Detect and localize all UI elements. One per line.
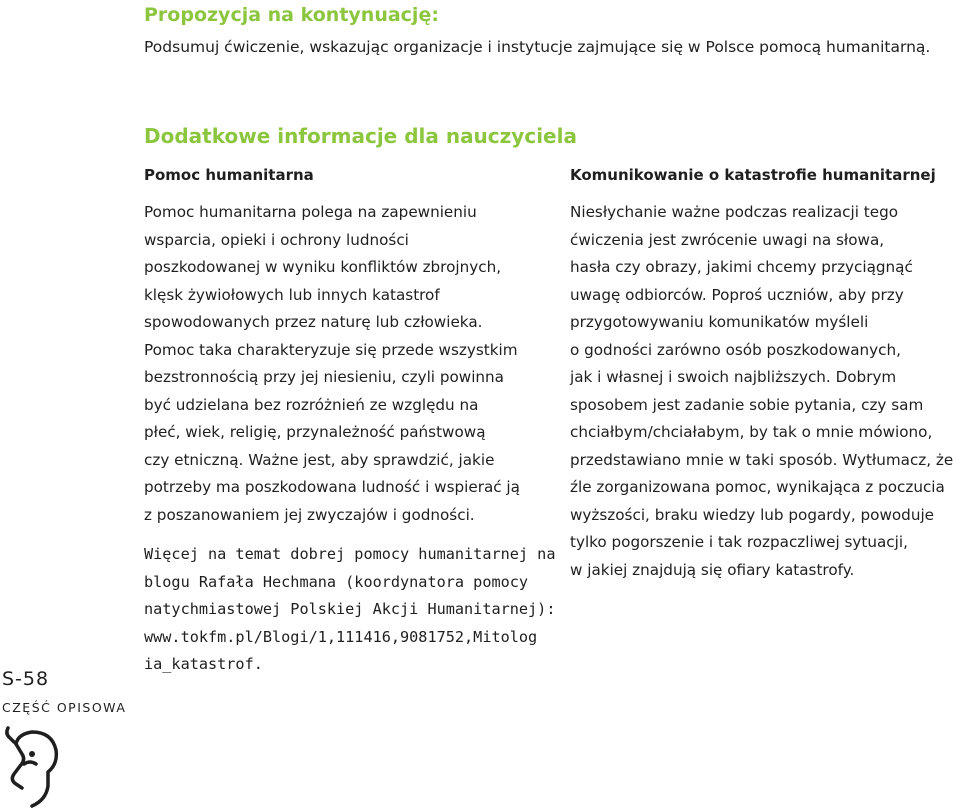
proposal-title: Propozycja na kontynuację: bbox=[144, 4, 439, 26]
paragraph-line: blogu Rafała Hechmana (koordynatora pomocy bbox=[144, 572, 529, 591]
paragraph-line: ćwiczenia jest zwrócenie uwagi na słowa, bbox=[570, 230, 885, 249]
paragraph-line: przygotowywaniu komunikatów myśleli bbox=[570, 313, 869, 331]
paragraph-line: poszkodowanej w wyniku konfliktów zbrojnych, bbox=[144, 258, 502, 276]
blog-link-line: www.tokfm.pl/Blogi/1,111416,9081752,Mitolog bbox=[144, 627, 538, 646]
paragraph-line: bezstronnością przy jej niesieniu, czyli powinna bbox=[144, 368, 504, 386]
paragraph-line: Pomoc taka charakteryzuje się przede wszystkim bbox=[144, 340, 518, 359]
paragraph-line: wyższości, braku wiedzy lub pogardy, powoduje bbox=[570, 505, 935, 524]
right-column-heading: Komunikowanie o katastrofie humanitarnej bbox=[570, 166, 936, 184]
paragraph-line: jak i własnej i swoich najbliższych. Dobrym bbox=[570, 368, 897, 386]
right-column-body bbox=[570, 199, 959, 584]
paragraph-line: uwagę odbiorców. Poproś uczniów, aby przy bbox=[570, 285, 904, 304]
paragraph-line: Niesłychanie ważne podczas realizacji tego bbox=[570, 203, 899, 221]
more-info-paragraph bbox=[144, 541, 554, 679]
paragraph-line: w jakiej znajdują się ofiary katastrofy. bbox=[570, 560, 855, 579]
blog-link-line: ia_katastrof. bbox=[144, 655, 263, 673]
paragraph-line: źle zorganizowana pomoc, wynikająca z poczucia bbox=[570, 478, 945, 496]
left-column-heading: Pomoc humanitarna bbox=[144, 166, 314, 184]
paragraph-line: natychmiastowej Polskiej Akcji Humanitarnej): bbox=[144, 600, 556, 618]
page-number: S-58 bbox=[2, 668, 50, 690]
paragraph-line: potrzeby ma poszkodowana ludność i wspierać ją bbox=[144, 478, 520, 496]
paragraph-line: przedstawiano mnie w taki sposób. Wytłumacz, że bbox=[570, 450, 954, 469]
paragraph-line: chciałbym/chciałabym, by tak o mnie mówiono, bbox=[570, 423, 933, 441]
head-profile-icon bbox=[2, 724, 62, 810]
paragraph-line: płeć, wiek, religię, przynależność państwową bbox=[144, 423, 486, 441]
paragraph-line: Pomoc humanitarna polega na zapewnieniu bbox=[144, 203, 477, 221]
teacher-info-title: Dodatkowe informacje dla nauczyciela bbox=[144, 124, 577, 148]
paragraph-line: wsparcia, opieki i ochrony ludności bbox=[144, 230, 409, 249]
paragraph-line: czy etniczną. Ważne jest, aby sprawdzić, jakie bbox=[144, 450, 495, 469]
paragraph-line: Więcej na temat dobrej pomocy humanitarnej na bbox=[144, 545, 556, 563]
left-column-body bbox=[144, 199, 554, 529]
paragraph-line: hasła czy obrazy, jakimi chcemy przyciągnąć bbox=[570, 258, 913, 276]
paragraph-line: klęsk żywiołowych lub innych katastrof bbox=[144, 285, 440, 304]
paragraph-line: sposobem jest zadanie sobie pytania, czy sam bbox=[570, 395, 924, 414]
paragraph-line: być udzielana bez rozróżnień ze względu na bbox=[144, 395, 479, 414]
section-label: CZĘŚĆ OPISOWA bbox=[2, 700, 127, 715]
paragraph-line: spowodowanych przez naturę lub człowieka. bbox=[144, 313, 483, 331]
paragraph-line: tylko pogorszenie i tak rozpaczliwej sytuacji, bbox=[570, 533, 908, 551]
paragraph-line: z poszanowaniem jej zwyczajów i godności. bbox=[144, 505, 475, 524]
proposal-text: Podsumuj ćwiczenie, wskazując organizacje i instytucje zajmujące się w Polsce pomocą humanitarną. bbox=[144, 38, 931, 56]
paragraph-line: o godności zarówno osób poszkodowanych, bbox=[570, 340, 901, 359]
